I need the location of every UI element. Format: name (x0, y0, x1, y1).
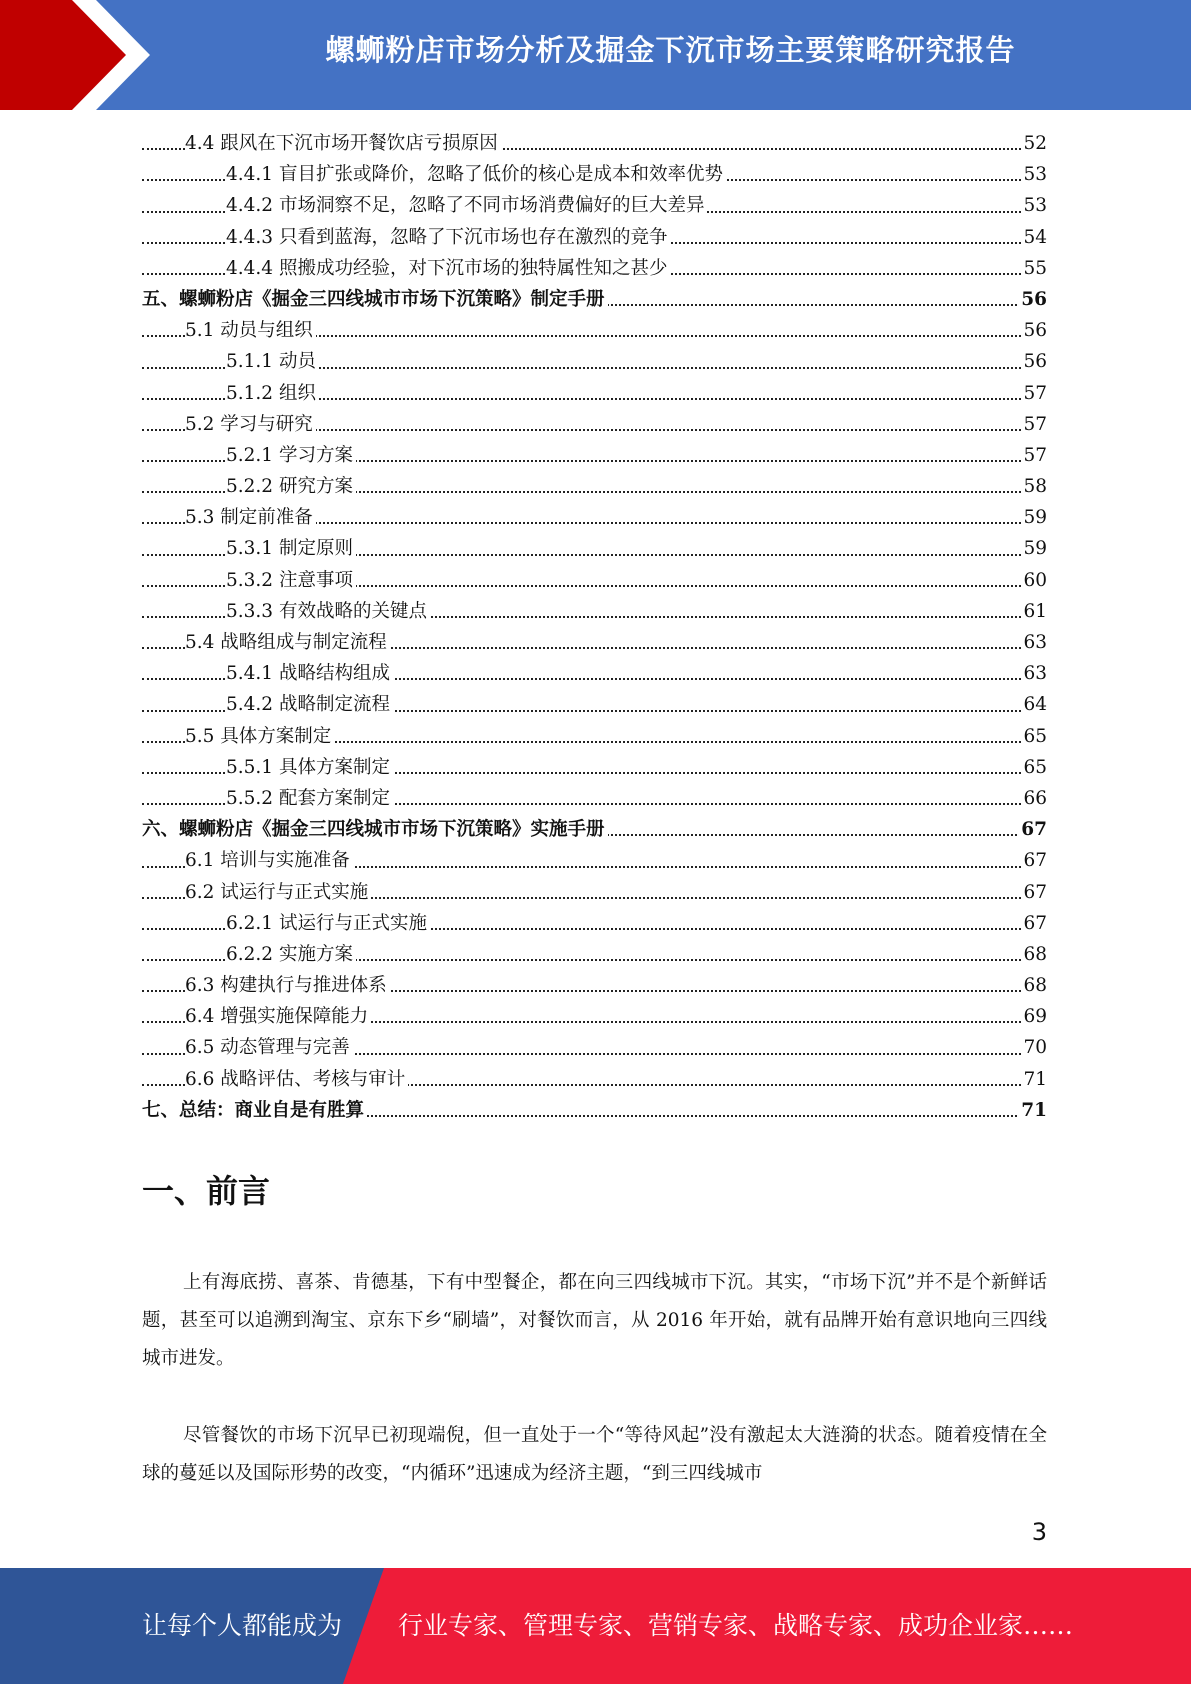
toc-entry[interactable] (142, 533, 1047, 564)
toc-entry-page: 67 (1021, 845, 1047, 876)
body-paragraph: 尽管餐饮的市场下沉早已初现端倪，但一直处于一个“等待风起”没有激起太大涟漪的状态。随着疫情在全球的蔓延以及国际形势的改变，“内循环”迅速成为经济主题，“到三四线城市 (142, 1425, 1047, 1484)
toc-entry-page: 71 (1019, 1095, 1047, 1126)
toc-entry-label: 6.2.1 试运行与正式实施 (226, 908, 430, 939)
toc-entry[interactable] (142, 1001, 1047, 1032)
toc-entry[interactable] (142, 814, 1047, 845)
toc-entry[interactable] (142, 440, 1047, 471)
page-number: 3 (1031, 1518, 1047, 1546)
toc-entry[interactable] (142, 315, 1047, 346)
toc-entry[interactable] (142, 721, 1047, 752)
footer-banner (0, 1568, 1191, 1684)
toc-entry[interactable] (142, 689, 1047, 720)
toc-entry-page: 71 (1021, 1064, 1047, 1095)
toc-entry-page: 69 (1021, 1001, 1047, 1032)
toc-entry-page: 53 (1021, 190, 1047, 221)
toc-entry-label: 5.4 战略组成与制定流程 (185, 627, 390, 658)
footer-slogan-right: 行业专家、管理专家、营销专家、战略专家、成功企业家…… (398, 1611, 1074, 1640)
toc-entry-label: 6.6 战略评估、考核与审计 (185, 1064, 408, 1095)
toc-entry-label: 5.3.3 有效战略的关键点 (226, 596, 430, 627)
toc-entry-page: 59 (1021, 502, 1047, 533)
toc-entry-page: 65 (1021, 752, 1047, 783)
toc-entry-page: 52 (1021, 128, 1047, 159)
toc-entry-label: 6.2 试运行与正式实施 (185, 877, 371, 908)
toc-entry-label: 6.5 动态管理与完善 (185, 1032, 353, 1063)
toc-entry-label: 4.4 跟风在下沉市场开餐饮店亏损原因 (185, 128, 501, 159)
toc-entry[interactable] (142, 1095, 1047, 1126)
toc-entry[interactable] (142, 658, 1047, 689)
footer-slogan-left: 让每个人都能成为 (142, 1611, 343, 1640)
header-arrow-decoration (0, 0, 160, 110)
toc-entry-page: 64 (1021, 689, 1047, 720)
toc-entry-label: 6.1 培训与实施准备 (185, 845, 353, 876)
header-banner (0, 0, 1191, 110)
toc-entry[interactable] (142, 253, 1047, 284)
toc-entry-label: 5.2.1 学习方案 (226, 440, 356, 471)
toc-entry[interactable] (142, 596, 1047, 627)
toc-entry[interactable] (142, 908, 1047, 939)
toc-entry-page: 55 (1021, 253, 1047, 284)
toc-entry-label: 5.5 具体方案制定 (185, 721, 334, 752)
toc-entry-label: 六、螺蛳粉店《掘金三四线城市市场下沉策略》实施手册 (142, 814, 608, 845)
toc-entry-page: 66 (1021, 783, 1047, 814)
toc-entry-page: 57 (1021, 440, 1047, 471)
toc-entry-label: 5.1.1 动员 (226, 346, 319, 377)
toc-entry[interactable] (142, 845, 1047, 876)
toc-entry[interactable] (142, 939, 1047, 970)
toc-entry-page: 67 (1019, 814, 1047, 845)
toc-entry-label: 4.4.3 只看到蓝海，忽略了下沉市场也存在激烈的竞争 (226, 222, 670, 253)
toc-entry[interactable] (142, 222, 1047, 253)
toc-entry-label: 5.4.1 战略结构组成 (226, 658, 393, 689)
toc-entry-page: 54 (1021, 222, 1047, 253)
toc-entry[interactable] (142, 502, 1047, 533)
table-of-contents (142, 128, 1047, 1126)
toc-entry-page: 67 (1021, 908, 1047, 939)
toc-entry-page: 68 (1021, 939, 1047, 970)
toc-entry[interactable] (142, 346, 1047, 377)
toc-entry-page: 60 (1021, 565, 1047, 596)
toc-entry-page: 67 (1021, 877, 1047, 908)
toc-entry-label: 6.4 增强实施保障能力 (185, 1001, 371, 1032)
toc-entry-label: 5.2 学习与研究 (185, 409, 316, 440)
toc-entry-page: 53 (1021, 159, 1047, 190)
toc-entry-label: 4.4.2 市场洞察不足，忽略了不同市场消费偏好的巨大差异 (226, 190, 707, 221)
toc-entry[interactable] (142, 970, 1047, 1001)
toc-entry-label: 五、螺蛳粉店《掘金三四线城市市场下沉策略》制定手册 (142, 284, 608, 315)
toc-entry[interactable] (142, 190, 1047, 221)
toc-entry[interactable] (142, 284, 1047, 315)
toc-entry-page: 56 (1019, 284, 1047, 315)
toc-entry[interactable] (142, 409, 1047, 440)
toc-entry-label: 6.2.2 实施方案 (226, 939, 356, 970)
toc-entry[interactable] (142, 752, 1047, 783)
toc-entry-label: 4.4.1 盲目扩张或降价，忽略了低价的核心是成本和效率优势 (226, 159, 726, 190)
toc-entry-label: 5.1 动员与组织 (185, 315, 316, 346)
toc-entry-page: 63 (1021, 627, 1047, 658)
toc-entry-label: 6.3 构建执行与推进体系 (185, 970, 390, 1001)
toc-entry-label: 5.3.1 制定原则 (226, 533, 356, 564)
document-title: 螺蛳粉店市场分析及掘金下沉市场主要策略研究报告 (325, 33, 1016, 67)
toc-entry-label: 5.4.2 战略制定流程 (226, 689, 393, 720)
toc-entry-label: 5.3.2 注意事项 (226, 565, 356, 596)
toc-entry-label: 5.3 制定前准备 (185, 502, 316, 533)
toc-entry-label: 5.5.1 具体方案制定 (226, 752, 393, 783)
toc-entry-label: 5.2.2 研究方案 (226, 471, 356, 502)
toc-entry[interactable] (142, 877, 1047, 908)
toc-entry-page: 57 (1021, 409, 1047, 440)
toc-entry-label: 5.1.2 组织 (226, 378, 319, 409)
toc-entry-page: 57 (1021, 378, 1047, 409)
toc-entry[interactable] (142, 378, 1047, 409)
section-heading: 一、前言 (142, 1172, 271, 1210)
toc-entry-page: 58 (1021, 471, 1047, 502)
toc-entry[interactable] (142, 783, 1047, 814)
toc-entry-page: 61 (1021, 596, 1047, 627)
toc-entry-page: 63 (1021, 658, 1047, 689)
toc-entry[interactable] (142, 1032, 1047, 1063)
toc-entry-label: 4.4.4 照搬成功经验，对下沉市场的独特属性知之甚少 (226, 253, 670, 284)
toc-entry[interactable] (142, 627, 1047, 658)
toc-entry-label: 七、总结：商业自是有胜算 (142, 1095, 367, 1126)
toc-entry[interactable] (142, 565, 1047, 596)
toc-entry-page: 59 (1021, 533, 1047, 564)
toc-entry-label: 5.5.2 配套方案制定 (226, 783, 393, 814)
toc-entry-page: 56 (1021, 315, 1047, 346)
toc-entry[interactable] (142, 471, 1047, 502)
toc-entry[interactable] (142, 1064, 1047, 1095)
toc-entry-page: 65 (1021, 721, 1047, 752)
toc-entry-page: 70 (1021, 1032, 1047, 1063)
toc-entry-page: 56 (1021, 346, 1047, 377)
toc-entry-page: 68 (1021, 970, 1047, 1001)
body-paragraph: 上有海底捞、喜茶、肯德基，下有中型餐企，都在向三四线城市下沉。其实，“市场下沉”并不是个新鲜话题，甚至可以追溯到淘宝、京东下乡“刷墙”，对餐饮而言，从 2016 年开始，就有品牌开始有意识地向三四线城市进发。 (142, 1272, 1047, 1369)
toc-entry[interactable] (142, 159, 1047, 190)
toc-entry[interactable] (142, 128, 1047, 159)
